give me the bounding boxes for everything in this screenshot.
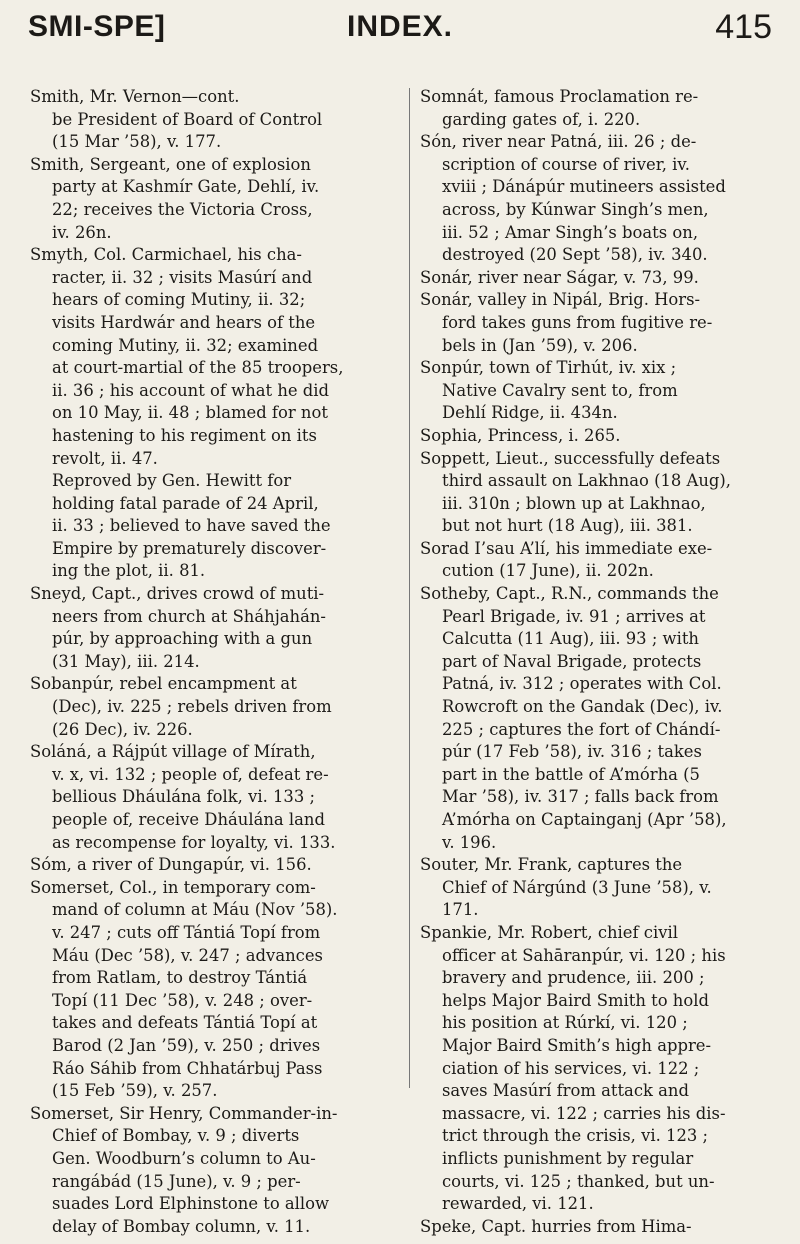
index-entry-continuation: rewarded, vi. 121. <box>442 1194 594 1214</box>
index-entry-continuation: inflicts punishment by regular <box>442 1148 694 1168</box>
index-entry-start: Somerset, Sir Henry, Commander-in- <box>30 1103 338 1123</box>
index-entry-continuation: part in the battle of A’mórha (5 <box>442 764 700 784</box>
index-entry-continuation: mand of column at Máu (Nov ’58). <box>52 900 338 920</box>
index-entry-start: Smith, Mr. Vernon—cont. <box>30 87 240 106</box>
index-entry-continuation: Native Cavalry sent to, from <box>442 380 678 400</box>
index-entry-start: Speke, Capt. hurries from Hima- <box>420 1216 692 1236</box>
index-entry-continuation: Ráo Sáhib from Chhatárbuj Pass <box>52 1058 323 1078</box>
index-entry-continuation: Dehlí Ridge, ii. 434n. <box>442 403 618 423</box>
index-entry-continuation: cution (17 June), ii. 202n. <box>442 561 654 581</box>
index-entry-continuation: púr (17 Feb ’58), iv. 316 ; takes <box>442 742 702 762</box>
index-entry-start: Sonár, river near Ságar, v. 73, 99. <box>420 267 699 287</box>
index-entry-start: Són, river near Patná, iii. 26 ; de- <box>420 132 697 152</box>
index-entry-continuation: Major Baird Smith’s high appre- <box>442 1035 712 1055</box>
index-entry-start: Sobanpúr, rebel encampment at <box>30 674 297 694</box>
index-entry-continuation: rangábád (15 June), v. 9 ; per- <box>52 1171 301 1191</box>
index-entry-continuation: (15 Mar ’58), v. 177. <box>52 132 222 152</box>
index-entry-start: Sonpúr, town of Tirhút, iv. xix ; <box>420 358 677 378</box>
index-entry-start: Souter, Mr. Frank, captures the <box>420 855 683 875</box>
index-entry-start: Sneyd, Capt., drives crowd of muti- <box>30 584 325 604</box>
index-entry-continuation: racter, ii. 32 ; visits Masúrí and <box>52 267 313 287</box>
page-number: 415 <box>715 8 772 46</box>
index-entry-continuation: party at Kashmír Gate, Dehlí, iv. <box>52 177 320 197</box>
index-entry-continuation: Pearl Brigade, iv. 91 ; arrives at <box>442 606 706 626</box>
index-entry-continuation: iv. 26n. <box>52 222 112 242</box>
index-entry-continuation: visits Hardwár and hears of the <box>52 312 316 332</box>
index-entry-continuation: 22; receives the Victoria Cross, <box>52 199 313 219</box>
index-entry-continuation: revolt, ii. 47. <box>52 448 158 468</box>
index-entry-continuation: on 10 May, ii. 48 ; blamed for not <box>52 403 328 423</box>
index-entry-start: Somerset, Col., in temporary com- <box>30 877 316 897</box>
index-entry-continuation: but not hurt (18 Aug), iii. 381. <box>442 516 693 536</box>
index-entry-start: Sorad I’sau A’lí, his immediate exe- <box>420 538 713 558</box>
index-entry-start: Somnát, famous Proclamation re- <box>420 87 699 106</box>
index-entry-continuation: saves Masúrí from attack and <box>442 1081 689 1101</box>
index-entry-start: Smith, Sergeant, one of explosion <box>30 154 311 174</box>
index-entry-continuation: 171. <box>442 900 479 920</box>
index-entry-continuation: ii. 36 ; his account of what he did <box>52 380 330 400</box>
index-entry-continuation: iii. 52 ; Amar Singh’s boats on, <box>442 222 699 242</box>
index-entry-continuation: ing the plot, ii. 81. <box>52 561 206 581</box>
index-entry-continuation: destroyed (20 Sept ’58), iv. 340. <box>442 245 708 265</box>
index-entry-continuation: coming Mutiny, ii. 32; examined <box>52 335 319 355</box>
index-entry-continuation: people of, receive Dháulána land <box>52 810 325 829</box>
running-head-title: INDEX. <box>346 10 454 43</box>
index-entry-continuation: A’mórha on Captainganj (Apr ’58), <box>442 810 727 829</box>
index-entry-continuation: part of Naval Brigade, protects <box>442 651 702 671</box>
index-entry-continuation: v. 247 ; cuts off Tántiá Topí from <box>52 922 321 942</box>
page-header <box>0 10 800 70</box>
column-divider <box>409 88 410 1088</box>
index-entry-continuation: across, by Kúnwar Singh’s men, <box>442 199 709 219</box>
index-entry-continuation: hastening to his regiment on its <box>52 425 317 445</box>
index-entry-continuation: holding fatal parade of 24 April, <box>52 493 319 513</box>
index-entry-continuation: ciation of his services, vi. 122 ; <box>442 1058 700 1078</box>
index-entry-start: Spankie, Mr. Robert, chief civil <box>420 922 678 942</box>
index-entry-start: Soppett, Lieut., successfully defeats <box>420 448 721 468</box>
index-entry-continuation: delay of Bombay column, v. 11. <box>52 1216 311 1236</box>
index-entry-continuation: Rowcroft on the Gandak (Dec), iv. <box>442 697 723 717</box>
index-entry-continuation: neers from church at Sháhjahán- <box>52 606 326 626</box>
index-entry-continuation: Empire by prematurely discover- <box>52 538 327 558</box>
index-entry-continuation: suades Lord Elphinstone to allow <box>52 1194 330 1214</box>
index-entry-continuation: Máu (Dec ’58), v. 247 ; advances <box>52 945 323 965</box>
index-entry-continuation: officer at Sahāranpúr, vi. 120 ; his <box>442 945 726 965</box>
index-entry-continuation: xviii ; Dánápúr mutineers assisted <box>442 177 726 197</box>
index-entry-continuation: Gen. Woodburn’s column to Au- <box>52 1148 316 1168</box>
index-entry-continuation: helps Major Baird Smith to hold <box>442 990 709 1010</box>
index-entry-continuation: takes and defeats Tántiá Topí at <box>52 1013 318 1033</box>
index-entry-continuation: iii. 310n ; blown up at Lakhnao, <box>442 493 706 513</box>
index-entry-continuation: (26 Dec), iv. 226. <box>52 719 193 739</box>
index-entry-continuation: as recompense for loyalty, vi. 133. <box>52 832 336 852</box>
index-entry-continuation: Patná, iv. 312 ; operates with Col. <box>442 674 722 694</box>
index-entry-continuation: Chief of Bombay, v. 9 ; diverts <box>52 1126 300 1146</box>
index-entry-continuation: ii. 33 ; believed to have saved the <box>52 516 331 536</box>
index-entry-continuation: Calcutta (11 Aug), iii. 93 ; with <box>442 629 699 649</box>
index-column-right <box>420 86 780 1238</box>
index-entry-continuation: bravery and prudence, iii. 200 ; <box>442 968 705 988</box>
index-entry-continuation: Topí (11 Dec ’58), v. 248 ; over- <box>52 990 313 1010</box>
index-entry-start: Sotheby, Capt., R.N., commands the <box>420 584 719 604</box>
index-entry-start: Sonár, valley in Nipál, Brig. Hors- <box>420 290 701 310</box>
index-entry-start: Soláná, a Rájpút village of Mírath, <box>30 742 316 762</box>
index-entry-continuation: 225 ; captures the fort of Chándí- <box>442 719 721 739</box>
running-head-range: SMI-SPE] <box>28 10 166 43</box>
index-entry-continuation: trict through the crisis, vi. 123 ; <box>442 1126 709 1146</box>
index-entry-continuation: bellious Dháulána folk, vi. 133 ; <box>52 787 316 807</box>
index-entry-continuation: v. 196. <box>442 832 497 852</box>
index-entry-continuation: Chief of Nárgúnd (3 June ’58), v. <box>442 877 712 897</box>
index-entry-start: Smyth, Col. Carmichael, his cha- <box>30 245 302 265</box>
index-entry-continuation: (Dec), iv. 225 ; rebels driven from <box>52 697 332 717</box>
index-entry-continuation: púr, by approaching with a gun <box>52 629 313 649</box>
index-entry-continuation: (15 Feb ’59), v. 257. <box>52 1081 218 1101</box>
index-entry-continuation: ford takes guns from fugitive re- <box>442 312 713 332</box>
index-entry-continuation: massacre, vi. 122 ; carries his dis- <box>442 1103 726 1123</box>
index-entry-start: Sóm, a river of Dungapúr, vi. 156. <box>30 855 312 875</box>
index-entry-continuation: garding gates of, i. 220. <box>442 109 641 129</box>
index-entry-continuation: his position at Rúrkí, vi. 120 ; <box>442 1013 688 1033</box>
index-entry-continuation: be President of Board of Control <box>52 109 323 129</box>
index-entry-continuation: bels in (Jan ’59), v. 206. <box>442 335 638 355</box>
index-entry-continuation: third assault on Lakhnao (18 Aug), <box>442 471 732 491</box>
index-column-left <box>30 86 400 1238</box>
index-entry-continuation: from Ratlam, to destroy Tántiá <box>52 968 308 988</box>
index-entry-continuation: v. x, vi. 132 ; people of, defeat re- <box>52 764 329 784</box>
index-entry-continuation: Mar ’58), iv. 317 ; falls back from <box>442 787 719 807</box>
index-entry-continuation: courts, vi. 125 ; thanked, but un- <box>442 1171 715 1191</box>
index-entry-continuation: Barod (2 Jan ’59), v. 250 ; drives <box>52 1035 321 1055</box>
index-entry-continuation: scription of course of river, iv. <box>442 154 690 174</box>
index-entry-start: Sophia, Princess, i. 265. <box>420 425 621 445</box>
index-entry-continuation: Reproved by Gen. Hewitt for <box>52 471 292 491</box>
index-entry-continuation: hears of coming Mutiny, ii. 32; <box>52 290 306 310</box>
index-entry-continuation: at court-martial of the 85 troopers, <box>52 358 344 378</box>
index-entry-continuation: (31 May), iii. 214. <box>52 651 200 671</box>
